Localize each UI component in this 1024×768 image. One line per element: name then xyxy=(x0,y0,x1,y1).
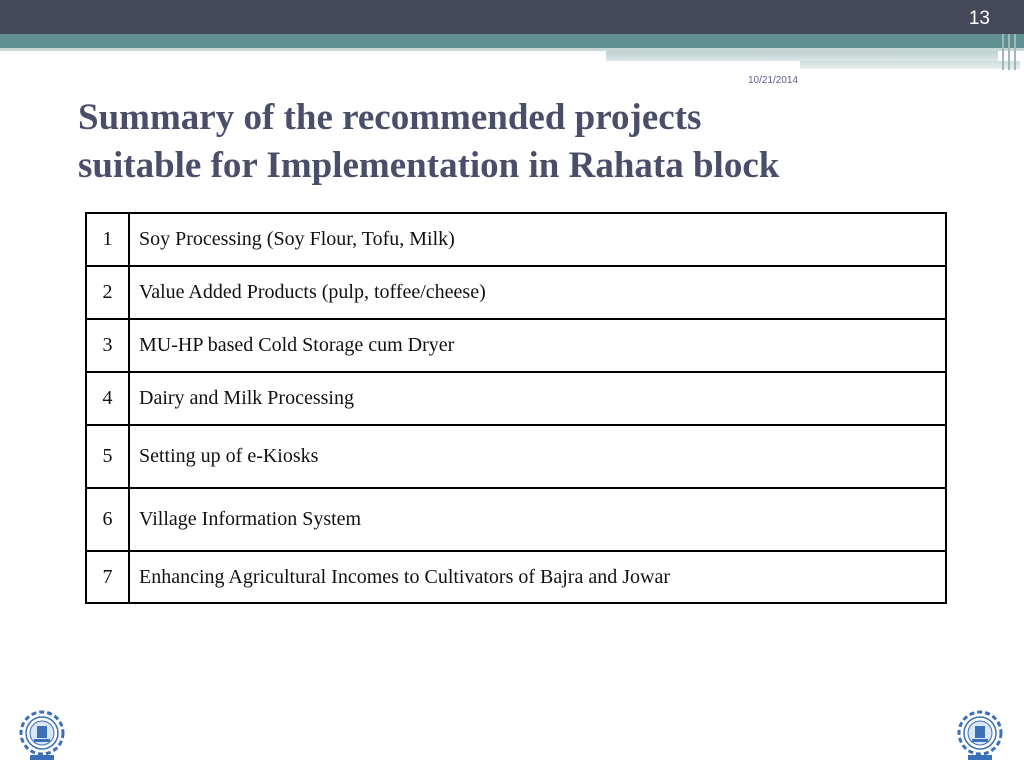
project-label: Soy Processing (Soy Flour, Tofu, Milk) xyxy=(129,213,946,266)
table-row xyxy=(86,213,946,266)
header-decoration xyxy=(800,61,1020,69)
header-stripe xyxy=(0,34,1024,48)
slide-title-line-2: suitable for Implementation in Rahata block xyxy=(78,145,780,186)
table-row xyxy=(86,266,946,319)
header-decoration-line xyxy=(1002,34,1004,70)
projects-table xyxy=(85,212,947,604)
project-label: Enhancing Agricultural Incomes to Cultivators of Bajra and Jowar xyxy=(129,551,946,603)
header-decoration-line xyxy=(1008,34,1010,70)
project-label: Setting up of e-Kiosks xyxy=(129,425,946,488)
page-number: 13 xyxy=(968,8,990,29)
row-number: 4 xyxy=(86,372,129,425)
institute-logo-icon xyxy=(16,706,68,762)
institute-logo-icon xyxy=(954,706,1006,762)
table-row xyxy=(86,319,946,372)
project-label: Dairy and Milk Processing xyxy=(129,372,946,425)
row-number: 5 xyxy=(86,425,129,488)
row-number: 7 xyxy=(86,551,129,603)
table-row xyxy=(86,551,946,603)
row-number: 6 xyxy=(86,488,129,551)
slide-title-line-1: Summary of the recommended projects xyxy=(78,97,702,138)
slide-title xyxy=(78,94,938,190)
project-label: Village Information System xyxy=(129,488,946,551)
row-number: 1 xyxy=(86,213,129,266)
table-row xyxy=(86,372,946,425)
project-label: MU-HP based Cold Storage cum Dryer xyxy=(129,319,946,372)
project-label: Value Added Products (pulp, toffee/cheese) xyxy=(129,266,946,319)
slide-date: 10/21/2014 xyxy=(748,75,799,86)
row-number: 2 xyxy=(86,266,129,319)
header-decoration-line xyxy=(1014,34,1016,70)
header-band xyxy=(0,0,1024,34)
table-row xyxy=(86,488,946,551)
header-decoration xyxy=(606,51,998,61)
row-number: 3 xyxy=(86,319,129,372)
table-row xyxy=(86,425,946,488)
